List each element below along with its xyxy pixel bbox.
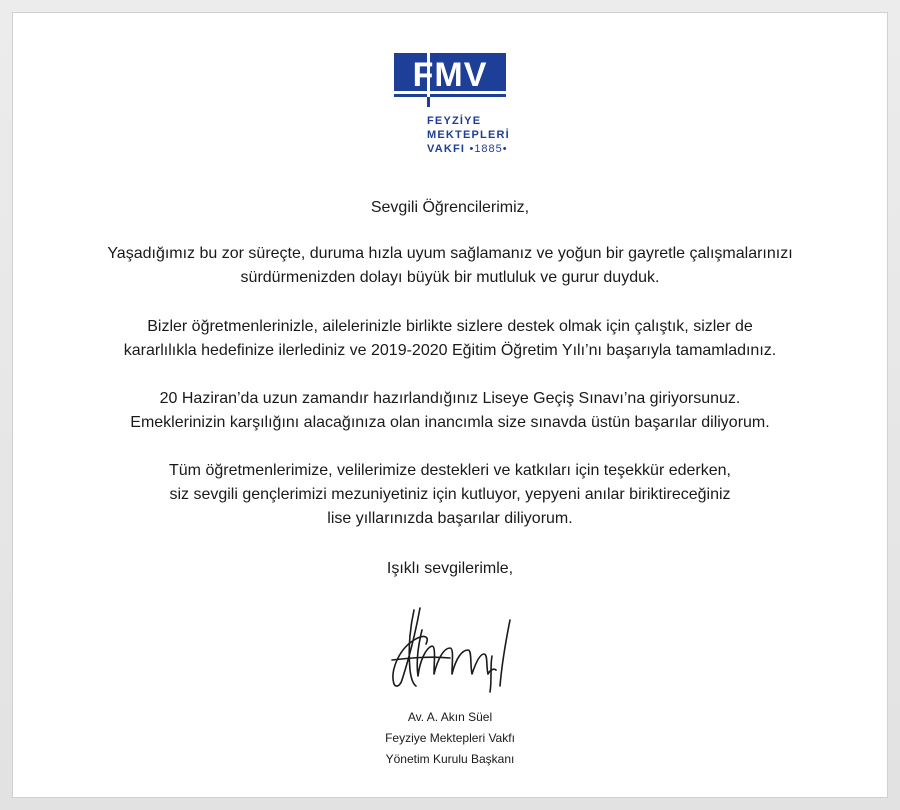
letter-greeting: Sevgili Öğrencilerimiz, (370, 199, 530, 216)
logo-year-dot-left: • (469, 143, 475, 155)
letter-paragraph-2 (0, 315, 900, 363)
paragraph-line: Emeklerinizin karşılığını alacağınıza olan inancımla size sınavda üstün başarılar diliyorum. (130, 414, 770, 431)
logo-cross-stem (427, 97, 430, 107)
signatory-title: Yönetim Kurulu Başkanı (385, 752, 515, 766)
fmv-logo-mark (394, 53, 506, 97)
paragraph-line: lise yıllarınızda başarılar diliyorum. (327, 510, 573, 527)
logo-line-3-name: VAKFI (427, 143, 466, 155)
paragraph-line: Bizler öğretmenlerinizle, ailelerinizle birlikte sizlere destek olmak için çalıştık, sizler de (147, 318, 753, 335)
paragraph-line: sürdürmenizden dolayı büyük bir mutluluk ve gurur duyduk. (240, 269, 660, 286)
logo-wordmark: FMV (412, 56, 488, 94)
paragraph-line: Yaşadığımız bu zor süreçte, duruma hızla uyum sağlamanız ve yoğun bir gayretle çalışmalarınızı (107, 245, 793, 262)
paragraph-line: siz sevgili gençlerimizi mezuniyetiniz için kutluyor, yepyeni anılar biriktireceğiniz (169, 486, 731, 503)
paragraph-line: 20 Haziran’da uzun zamandır hazırlandığınız Liseye Geçiş Sınavı’na giriyorsunuz. (159, 390, 741, 407)
logo-line-3 (427, 142, 547, 156)
letter-closing: Işıklı sevgilerimle, (386, 560, 514, 577)
handwritten-signature (380, 600, 530, 695)
logo-caption (427, 114, 547, 156)
logo-line-2: MEKTEPLERİ (427, 129, 510, 141)
paragraph-line: kararlılıkla hedefinize ilerlediniz ve 2019-2020 Eğitim Öğretim Yılı’nı başarıyla tamamladınız. (123, 342, 777, 359)
letter-paragraph-3 (0, 387, 900, 435)
signatory-name: Av. A. Akın Süel (407, 710, 493, 724)
letter-paragraph-1 (0, 242, 900, 290)
paragraph-line: Tüm öğretmenlerimize, velilerimize destekleri ve katkıları için teşekkür ederken, (169, 462, 731, 479)
logo-year-dot-right: • (502, 143, 508, 155)
logo-line-1: FEYZİYE (427, 115, 482, 127)
logo-line-3-year: 1885 (474, 143, 503, 155)
signatory-organization: Feyziye Mektepleri Vakfı (385, 731, 515, 745)
signatory-block (0, 707, 900, 770)
letter-paragraph-4 (0, 459, 900, 531)
